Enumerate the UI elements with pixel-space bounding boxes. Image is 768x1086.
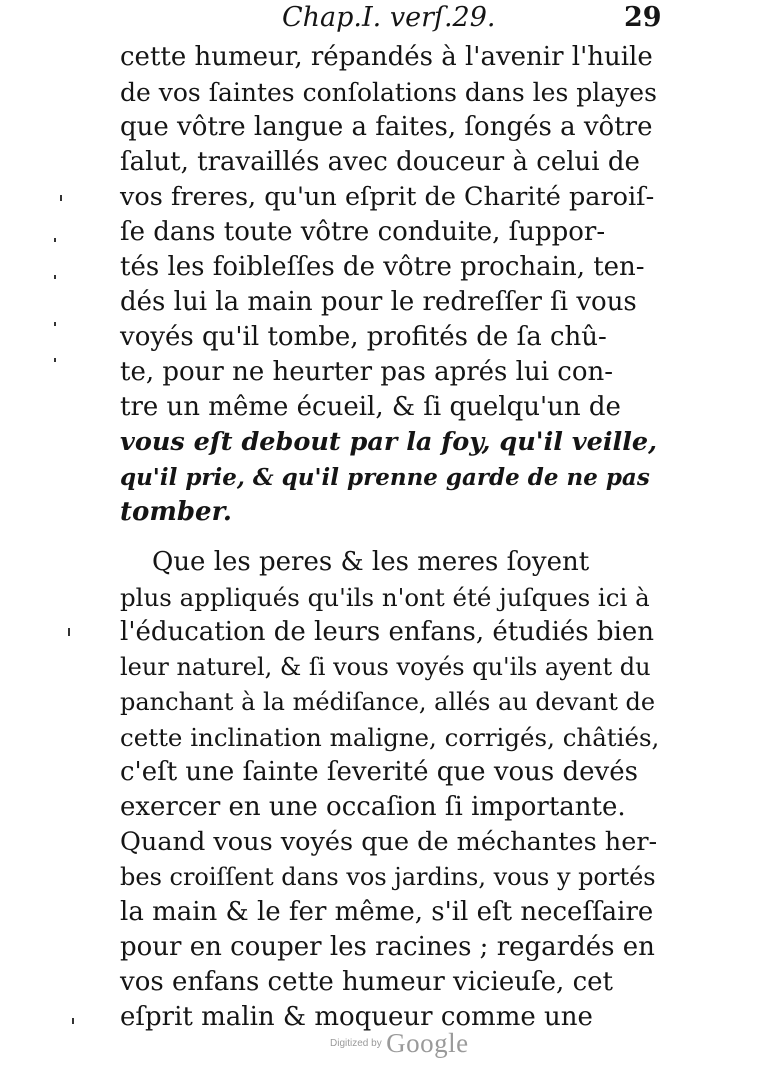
text-line: ſalut, travaillés avec douceur à celui de: [120, 147, 640, 177]
text-line: tés les foibleſſes de vôtre prochain, ten-: [120, 252, 645, 282]
text-line: ſe dans toute vôtre conduite, ſuppor-: [120, 217, 606, 247]
margin-mark: [72, 1018, 74, 1024]
text-line: pour en couper les racines ; regardés en: [120, 932, 655, 962]
paragraph-gap: [120, 530, 660, 545]
text-line: que vôtre langue a faites, ſongés a vôtre: [120, 112, 653, 142]
text-line-italic: vous eſt debout par la foy, qu'il veille,: [120, 427, 658, 457]
text-line: de vos ſaintes conſolations dans les playes: [120, 78, 657, 107]
text-line: tre un même écueil, & ſi quelqu'un de: [120, 392, 621, 422]
text-line-italic: qu'il prie, & qu'il prenne garde de ne pas: [120, 464, 650, 491]
text-line: la main & le fer même, s'il eſt neceſſaire: [120, 897, 654, 927]
margin-mark: [60, 195, 62, 201]
text-line: te, pour ne heurter pas aprés lui con-: [120, 357, 614, 387]
text-line: c'eſt une ſainte ſeverité que vous devés: [120, 757, 638, 787]
text-line: l'éducation de leurs enfans, étudiés bien: [120, 617, 655, 647]
body-text: [120, 40, 660, 1035]
text-line: vos freres, qu'un eſprit de Charité paroiſ-: [120, 182, 655, 212]
text-line: cette humeur, répandés à l'avenir l'huile: [120, 42, 653, 72]
margin-mark: [54, 358, 56, 362]
text-line: plus appliqués qu'ils n'ont été juſques ici à: [120, 583, 650, 612]
page-number: 29: [624, 2, 662, 33]
margin-mark: [68, 628, 70, 636]
text-line: dés lui la main pour le redreſſer ſi vous: [120, 287, 637, 317]
margin-mark: [54, 275, 56, 279]
margin-mark: [54, 322, 56, 326]
text-line: eſprit malin & moqueur comme une: [120, 1002, 593, 1032]
text-line: vos enfans cette humeur vicieuſe, cet: [120, 967, 613, 997]
digitized-by-label: Digitized by: [330, 1038, 382, 1049]
text-line: panchant à la médiſance, allés au devant de: [120, 688, 656, 716]
text-line: leur naturel, & ſi vous voyés qu'ils ayent du: [120, 653, 651, 681]
margin-mark: [54, 238, 56, 242]
text-line: exercer en une occaſion ſi importante.: [120, 792, 626, 822]
google-logo-text: Google: [386, 1028, 469, 1058]
text-line: Quand vous voyés que de méchantes her-: [120, 827, 658, 857]
google-watermark: [330, 1028, 469, 1059]
text-line: voyés qu'il tombe, profités de ſa chû-: [120, 322, 607, 352]
text-line-italic: tomber.: [120, 497, 232, 527]
text-line: cette inclination maligne, corrigés, châtiés,: [120, 723, 660, 752]
text-line: bes croiſſent dans vos jardins, vous y portés: [120, 863, 656, 891]
running-head: Chap.I. verſ.29.: [282, 2, 496, 33]
paragraph-first-line: Que les peres & les meres ſoyent: [152, 547, 590, 577]
